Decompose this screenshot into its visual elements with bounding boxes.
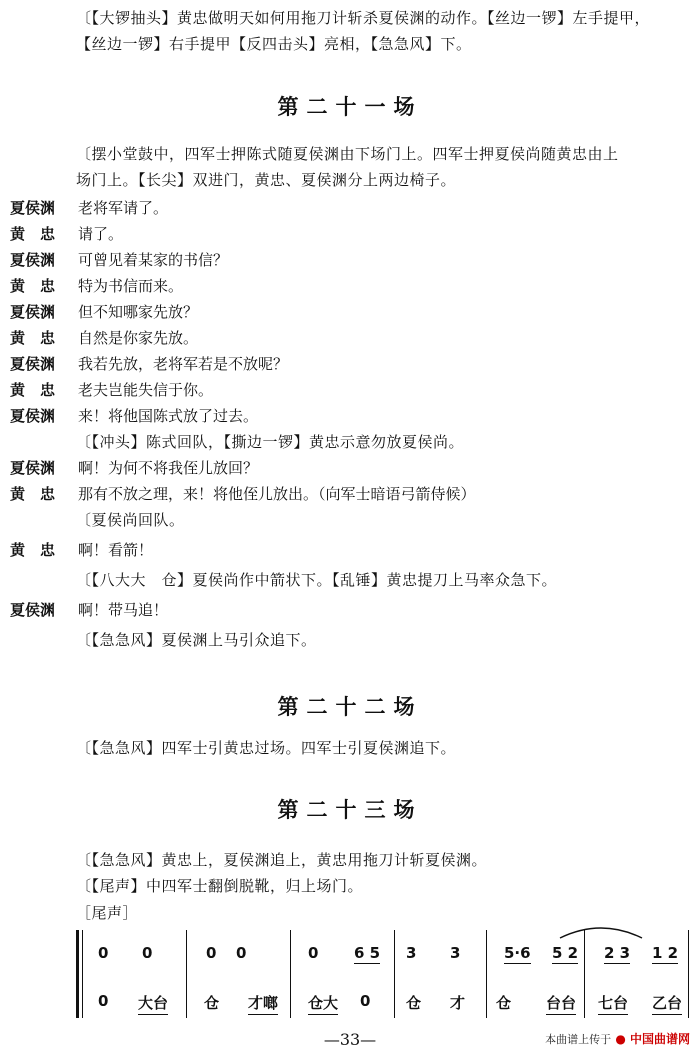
page-number: —33— — [323, 1030, 377, 1049]
melody-note: 2 3 — [604, 944, 631, 962]
percussion-note: 才 — [450, 994, 466, 1012]
melody-note: 0 — [236, 944, 247, 962]
dialogue-line: 啊！为何不将我侄儿放回？ — [78, 459, 259, 477]
speaker-name: 黄 忠 — [10, 277, 56, 295]
dialogue-line: 那有不放之理，来！将他侄儿放出。（向军士暗语弓箭侍候） — [78, 485, 476, 503]
dialogue-line: 老夫岂能失信于你。 — [78, 381, 214, 399]
bar-line — [82, 930, 83, 1018]
stage-direction: 〔【急急风】黄忠上，夏侯渊追上，黄忠用拖刀计斩夏侯渊。 — [76, 851, 488, 869]
speaker-name: 黄 忠 — [10, 541, 56, 559]
melody-note: 6 5 — [354, 944, 381, 962]
speaker-name: 黄 忠 — [10, 381, 56, 399]
bar-line — [394, 930, 395, 1018]
dialogue-line: 但不知哪家先放？ — [78, 303, 199, 321]
scene-heading: 第二十二场 — [277, 695, 423, 719]
watermark-prefix: 本曲谱上传于 — [545, 1033, 612, 1046]
dialogue-line: 啊！看箭！ — [78, 541, 154, 559]
percussion-note: 仓 — [204, 994, 220, 1012]
melody-note: 0 — [98, 944, 109, 962]
speaker-name: 黄 忠 — [10, 485, 56, 503]
speaker-name: 黄 忠 — [10, 225, 56, 243]
speaker-name: 夏侯渊 — [10, 407, 56, 425]
stage-direction: 〔【急急风】夏侯渊上马引众追下。 — [76, 631, 317, 649]
melody-note: 3 — [450, 944, 461, 962]
percussion-note: 0 — [360, 992, 371, 1010]
stage-direction: 〔【大锣抽头】黄忠做明天如何用拖刀计斩杀夏侯渊的动作。【丝边一锣】左手提甲， — [76, 9, 651, 27]
speaker-name: 夏侯渊 — [10, 251, 56, 269]
stage-direction: 【丝边一锣】右手提甲【反四击头】亮相，【急急风】下。 — [76, 35, 472, 53]
bar-line — [290, 930, 291, 1018]
stage-direction: 〔【尾声】中四军士翻倒脱靴，归上场门。 — [76, 877, 364, 895]
stage-direction: 〔【八大大 仓】夏侯尚作中箭状下。【乱锤】黄忠提刀上马率众急下。 — [76, 571, 558, 589]
melody-note: 5·6 — [504, 944, 531, 962]
watermark-brand: ● 中国曲谱网 — [611, 1032, 690, 1046]
bar-line — [486, 930, 487, 1018]
percussion-note: 乙台 — [652, 992, 682, 1015]
score-label: ［尾声］ — [76, 904, 139, 922]
scene-heading: 第二十一场 — [277, 95, 423, 119]
upload-watermark — [545, 1030, 690, 1047]
dialogue-line: 请了。 — [78, 225, 124, 243]
speaker-name: 夏侯渊 — [10, 199, 56, 217]
bar-line — [186, 930, 187, 1018]
speaker-name: 夏侯渊 — [10, 303, 56, 321]
percussion-note: 0 — [98, 992, 109, 1010]
percussion-note: 才啷 — [248, 992, 278, 1015]
dialogue-line: 特为书信而来。 — [78, 277, 184, 295]
stage-direction: 场门上。【长尖】双进门，黄忠、夏侯渊分上两边椅子。 — [76, 171, 457, 189]
dialogue-line: 啊！带马追！ — [78, 601, 169, 619]
melody-note: 1 2 — [652, 944, 679, 962]
speaker-name: 黄 忠 — [10, 329, 56, 347]
notation-score — [76, 930, 690, 1020]
percussion-note: 仓大 — [308, 992, 338, 1015]
percussion-note: 大台 — [138, 992, 168, 1015]
bar-line — [584, 930, 585, 1018]
dialogue-line: 老将军请了。 — [78, 199, 169, 217]
speaker-name: 夏侯渊 — [10, 355, 56, 373]
dialogue-line: 我若先放，老将军若是不放呢？ — [78, 355, 289, 373]
dialogue-line: 可曾见着某家的书信？ — [78, 251, 229, 269]
melody-note: 3 — [406, 944, 417, 962]
melody-note: 0 — [308, 944, 319, 962]
percussion-note: 台台 — [546, 992, 576, 1015]
melody-note: 5 2 — [552, 944, 579, 962]
scene-heading: 第二十三场 — [277, 798, 423, 822]
bar-line — [688, 930, 689, 1018]
dialogue-line: 来！将他国陈式放了过去。 — [78, 407, 259, 425]
slur-mark — [556, 924, 646, 940]
melody-note: 0 — [206, 944, 217, 962]
stage-direction: 〔摆小堂鼓中，四军士押陈式随夏侯渊由下场门上。四军士押夏侯尚随黄忠由上 — [76, 145, 619, 163]
dialogue-line: 自然是你家先放。 — [78, 329, 199, 347]
percussion-note: 仓 — [496, 994, 512, 1012]
stage-direction: 〔【急急风】四军士引黄忠过场。四军士引夏侯渊追下。 — [76, 739, 457, 757]
melody-note: 0 — [142, 944, 153, 962]
percussion-note: 七台 — [598, 992, 628, 1015]
speaker-name: 夏侯渊 — [10, 601, 56, 619]
percussion-note: 仓 — [406, 994, 422, 1012]
stage-direction: 〔【冲头】陈式回队，【撕边一锣】黄忠示意勿放夏侯尚。 — [76, 433, 465, 451]
stage-direction: 〔夏侯尚回队。 — [76, 511, 185, 529]
speaker-name: 夏侯渊 — [10, 459, 56, 477]
bar-line — [76, 930, 79, 1018]
